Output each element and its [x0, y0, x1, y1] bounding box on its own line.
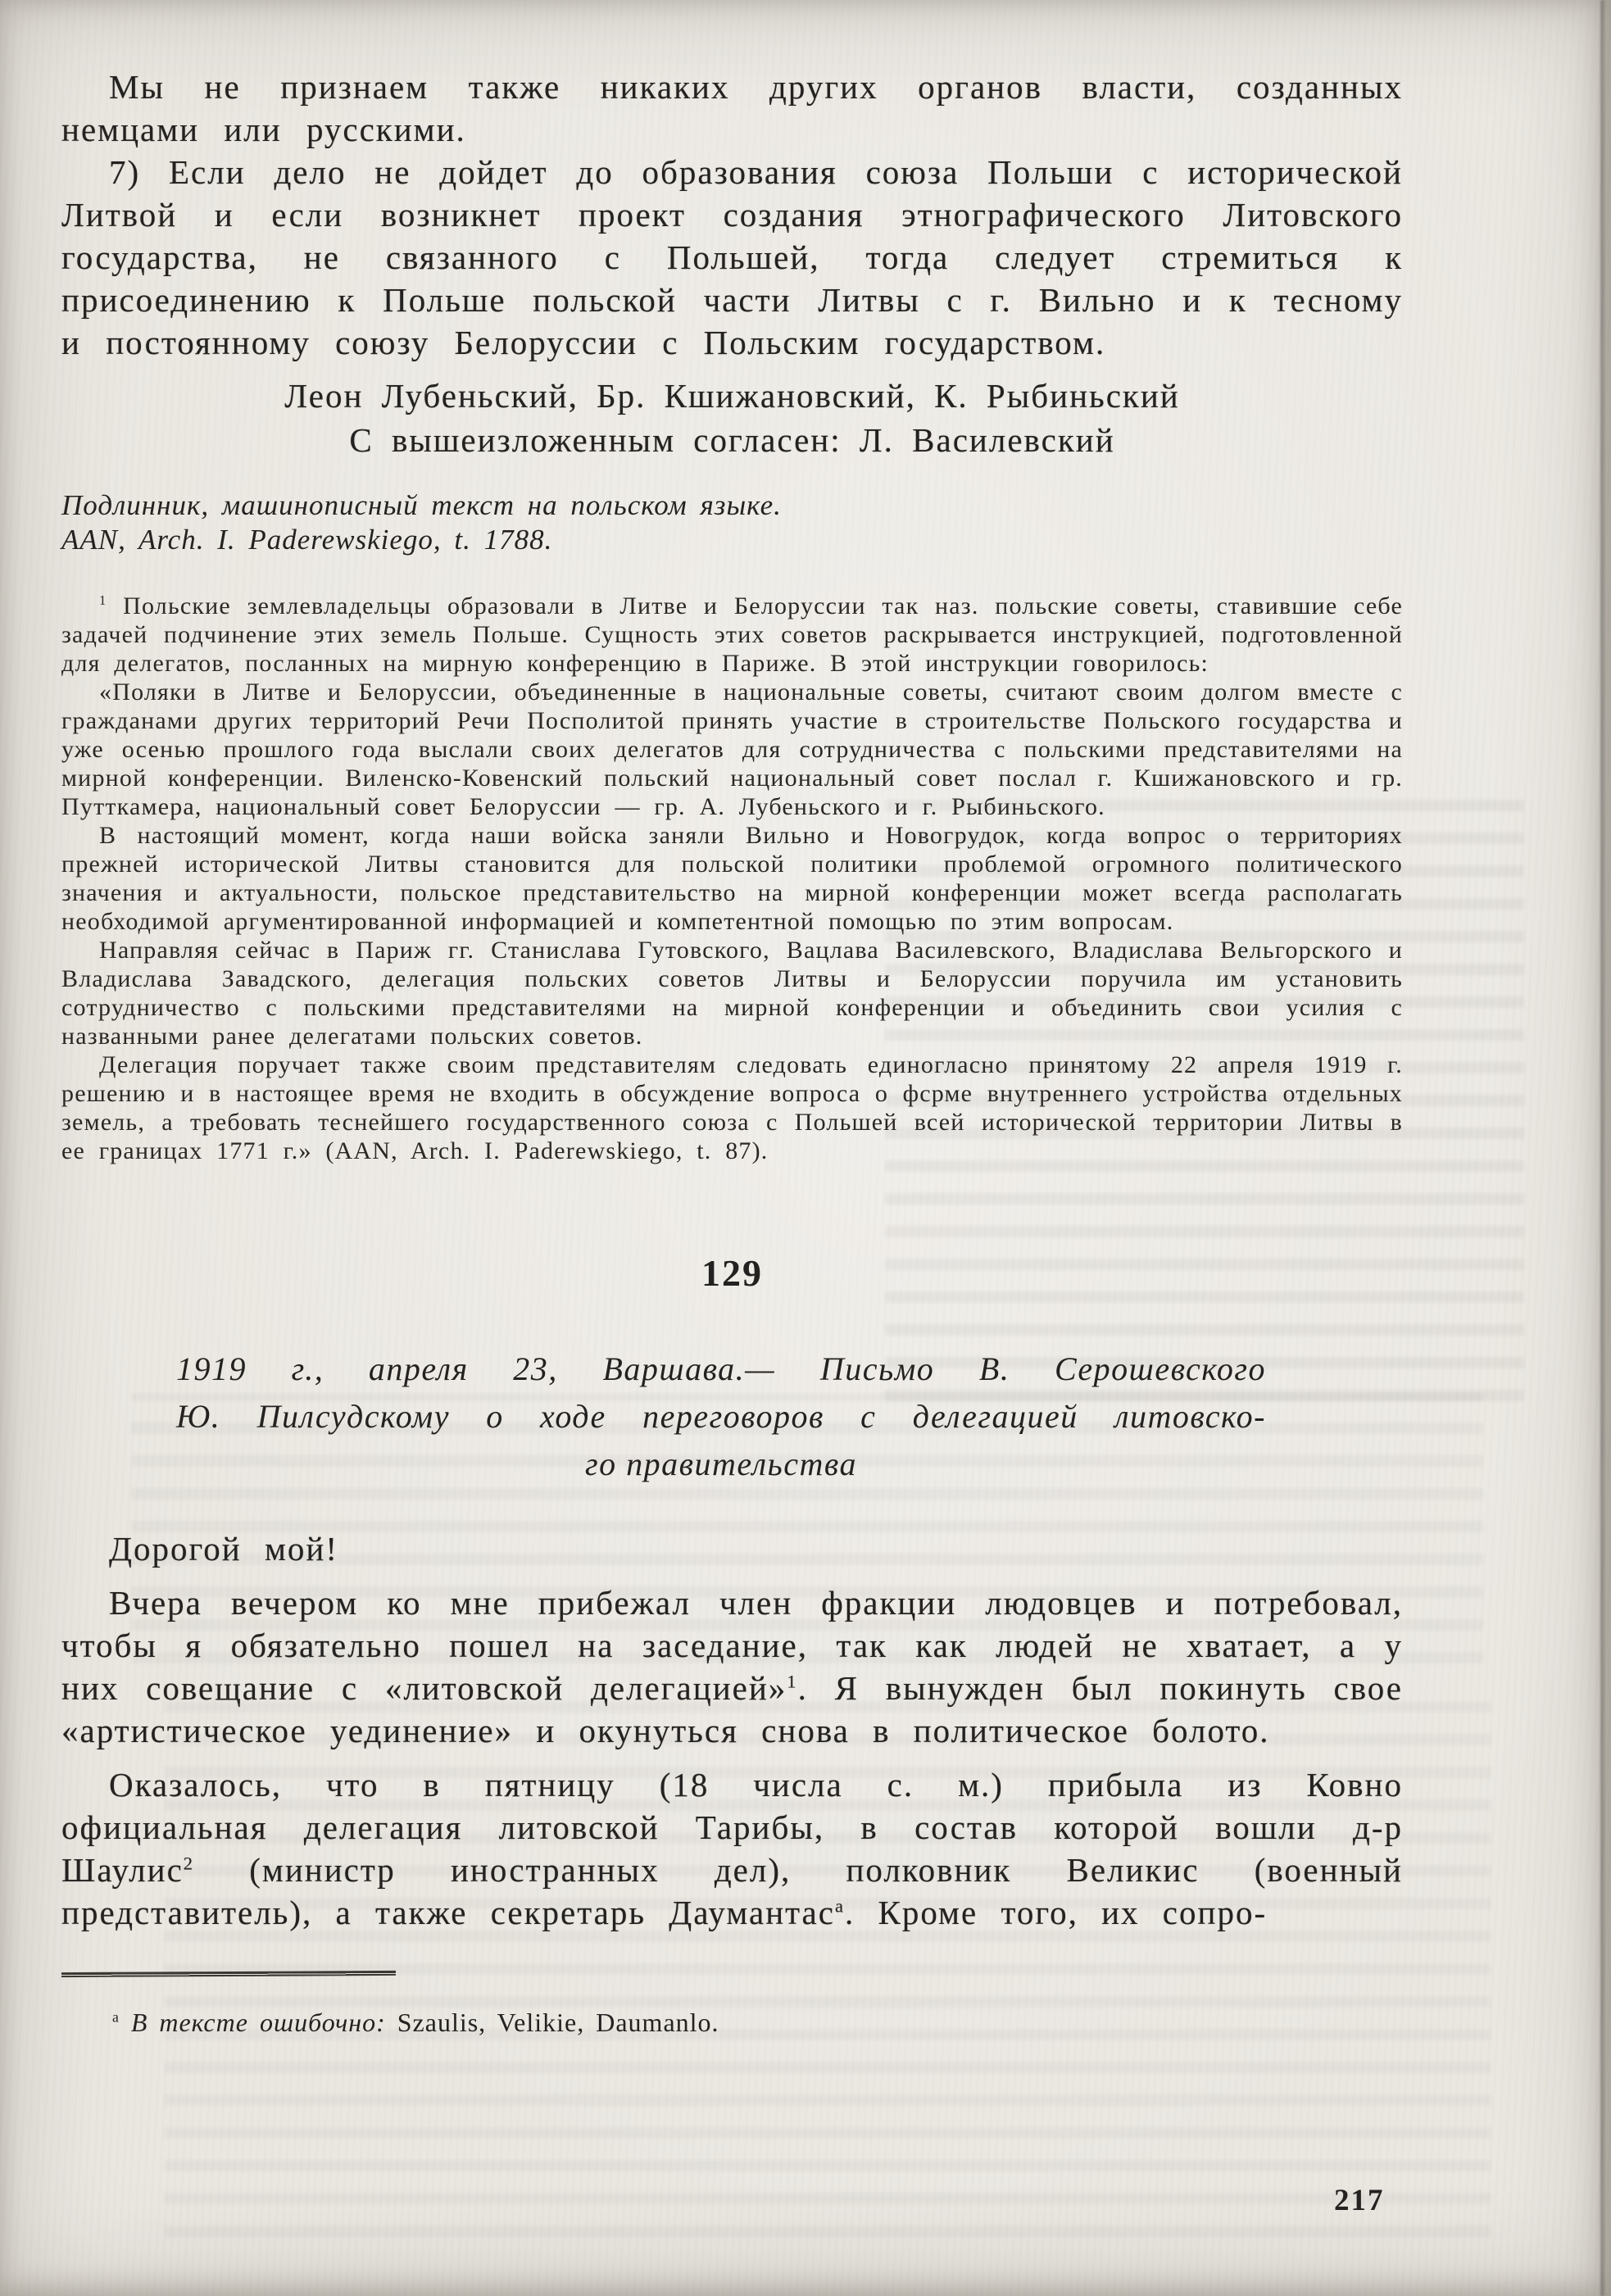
letter-text: Оказалось, что в пятницу (18 числа с. м.) прибыла из Ковно официальная делегация литовской Тарибы, в состав которой вошли д-р Шаулис [61, 1766, 1403, 1889]
letter-text: . Кроме того, их сопро- [844, 1894, 1268, 1931]
signature-block [61, 374, 1403, 462]
editorial-note-italic: В тексте ошибочно: [130, 2008, 386, 2037]
letter-text: . Я вынужден был покинуть свое «артистическое уединение» и окунуться снова в политическое болото. [61, 1669, 1403, 1749]
footnote-paragraph: В настоящий момент, когда наши войска заняли Вильно и Новогрудок, когда вопрос о территориях прежней исторической Литвы становится для польской политики проблемой огромного политического значения и актуальности, польское представительство на мирной конференции может всегда располагать необходимой аргументированной информацией и компетентной помощью по этим вопросам. [61, 822, 1403, 935]
letter-text: (министр иностранных дел), полковник Великис (военный представитель), а также секретарь Даумантас [61, 1851, 1403, 1931]
letter-body [61, 1527, 1403, 1934]
provenance-line: Подлинник, машинописный текст на польском языке. [61, 489, 782, 521]
letter-text: Вчера вечером ко мне прибежал член фракции людовцев и потребовал, чтобы я обязательно пошел на заседание, так как людей не хватает, а у них совещание с «литовской делегацией» [61, 1584, 1403, 1707]
document-heading [176, 1345, 1266, 1488]
editorial-note-roman: Szaulis, Velikie, Daumanlo. [397, 2008, 719, 2037]
signature-line: С вышеизложенным согласен: Л. Василевский [349, 421, 1115, 459]
letter-paragraph [61, 1581, 1403, 1752]
provenance-note [61, 488, 1403, 557]
editorial-note-marker: а [112, 2008, 120, 2026]
heading-line: 1919 г., апреля 23, Варшава.— Письмо В. Серошевского [176, 1350, 1266, 1387]
document-paragraph: 7) Если дело не дойдет до образования союза Польши с исторической Литвой и если возникнет проект создания этнографического Литовского государства, не связанного с Польшей, тогда следует стремиться к присоединению к Польше польской части Литвы с г. Вильно и к тесному и постоянному союзу Белоруссии с Польским государством. [61, 153, 1403, 361]
footnote-separator-rule [61, 1971, 396, 1977]
footnote-reference: а [834, 1895, 845, 1917]
provenance-line: AAN, Arch. I. Paderewskiego, t. 1788. [61, 524, 553, 556]
footnote-paragraph: Делегация поручает также своим представителям следовать единогласно принятому 22 апреля 1919 г. решению и в настоящее время не входить в обсуждение вопроса о фсрме внутреннего устройства отдельных земель, а требовать теснейшего государственного союза с Польшей всей исторической территории Литвы в ее границах 1771 г.» (AAN, Arch. I. Paderewskiego, t. 87). [61, 1051, 1403, 1164]
heading-line: Ю. Пилсудскому о ходе переговоров с делегацией литовско- [176, 1398, 1266, 1435]
editorial-note [112, 2008, 1403, 2038]
page-content [61, 66, 1403, 2038]
footnote-reference: 2 [183, 1853, 195, 1874]
footnote-block [61, 592, 1403, 1165]
page-number: 217 [1334, 2184, 1385, 2217]
signature-line: Леон Лубеньский, Бр. Кшижановский, К. Рыбиньский [284, 377, 1180, 415]
letter-paragraph [61, 1763, 1403, 1934]
footnote-text: Польские землевладельцы образовали в Литве и Белоруссии так наз. польские советы, ставившие себе задачей подчинение этих земель Польше. Сущность этих советов раскрывается инструкцией, подготовленной для делегатов, посланных на мирную конференцию в Париже. В этой инструкции говорилось: [61, 592, 1403, 677]
scan-edge-line [1600, 0, 1604, 2296]
footnote-paragraph: «Поляки в Литве и Белоруссии, объединенные в национальные советы, считают своим долгом вместе с гражданами других территорий Речи Посполитой принять участие в строительстве Польского государства и уже осенью прошлого года выслали своих делегатов для сотрудничества с польскими представителями на мирной конференции. Виленско-Ковенский польский национальный совет послал г. Кшижановского и гр. Путткамера, национальный совет Белоруссии — гр. А. Лубеньского и г. Рыбиньского. [61, 678, 1403, 820]
footnote-marker: 1 [99, 592, 107, 608]
footnote-paragraph: Направляя сейчас в Париж гг. Станислава Гутовского, Вацлава Василевского, Владислава Вельгорского и Владислава Завадского, делегация польских советов Литвы и Белоруссии поручила им установить сотрудничество с польскими представителями на мирной конференции и объединить свои усилия с названными ранее делегатами польских советов. [61, 937, 1403, 1050]
document-number: 129 [701, 1252, 763, 1294]
document-paragraph: Мы не признаем также никаких других органов власти, созданных немцами или русскими. [61, 68, 1403, 148]
heading-line: го правительства [585, 1445, 857, 1482]
footnote-paragraph [61, 592, 1403, 678]
letter-salutation: Дорогой мой! [109, 1530, 338, 1568]
footnote-reference: 1 [787, 1671, 798, 1692]
scan-edge [1604, 0, 1611, 2296]
